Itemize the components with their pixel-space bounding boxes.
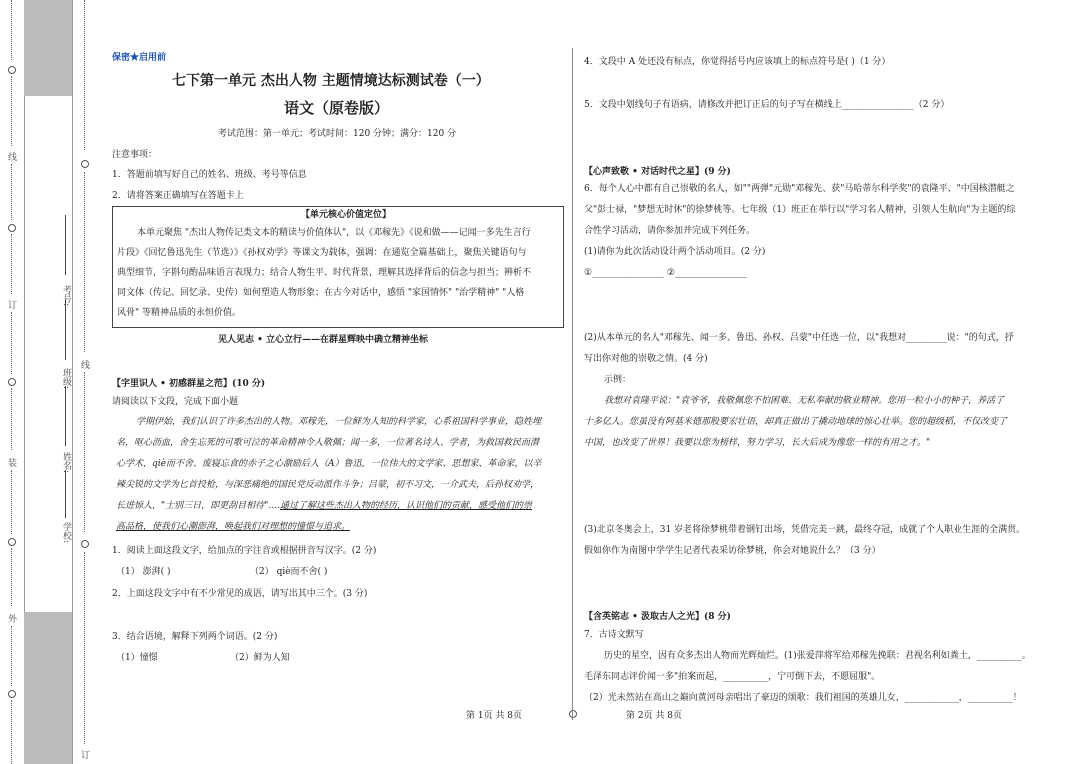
passage-line: 学期伊始，我们认识了许多杰出的人物。邓稼先，一位鲜为人知的科学家，心系祖国科学事业，隐姓埋: [136, 417, 542, 427]
passage-underlined: 高品格，使我们心潮澎湃，唤起我们对理想的憧憬与追求。: [116, 522, 351, 532]
dotted-cut-line: [11, 388, 12, 450]
question-6-2-line: 写出你对他的崇敬之情。(4 分): [584, 354, 708, 364]
question-6-3-line: (3)北京冬奥会上，31 岁老将徐梦桃带着钢钉出场，凭借完美一跳，最终夺冠，成就了个人职业生涯的全满贯。: [584, 525, 1026, 535]
passage-intro: 请阅读以下文段，完成下面小题: [112, 397, 239, 407]
dotted-cut-line: [11, 548, 12, 606]
binding-hole-icon: [8, 690, 16, 698]
notice-item: 1．答题前填写好自己的姓名、班级、考号等信息: [112, 170, 307, 180]
notice-item: 2．请将答案正确填写在答题卡上: [112, 191, 244, 201]
binding-strip-inner: [72, 0, 97, 764]
dotted-cut-line: [11, 76, 12, 146]
passage-line: 辣尖锐的文学为匕首投枪，与深恶痛绝的国民党反动派作斗争；吕蒙，初不习文，一介武夫，后孙权劝学，: [116, 480, 540, 490]
binding-hole-icon: [8, 66, 16, 74]
question-1: 1．阅读上面这段文字，给加点的字注音或根据拼音写汉字。(2 分): [112, 546, 377, 556]
confidential-label: 保密★启用前: [112, 53, 167, 63]
student-info-strip: [24, 0, 72, 764]
binding-label: 线: [81, 361, 91, 371]
binding-label: 装: [8, 459, 18, 469]
gray-band: [24, 612, 72, 764]
dotted-cut-line: [11, 234, 12, 294]
question-2: 2．上面这段文字中有不少常见的成语，请写出其中三个。(3 分): [112, 589, 368, 599]
exam-number-blank[interactable]: [65, 215, 66, 275]
question-7-line: 毛泽东同志评价闻一多"拍案而起，__________，宁可倒下去，不愿屈服"。: [584, 672, 881, 682]
question-6-1-blanks[interactable]: ①________________ ②________________: [584, 268, 747, 278]
example-line: 十多亿人。您虽没有阿基米德那般要宏壮语，却真正做出了撬动地球的惊心壮举。您的超级稻，不仅改变了: [584, 417, 1008, 427]
example-label: 示例：: [604, 375, 632, 385]
dotted-cut-line: [84, 372, 85, 532]
question-6-line: 父"彭士禄，"梦想无时休"的徐梦桃等。七年级（1）班正在举行以"学习名人精神，引领人生航向"为主题的综: [584, 205, 1016, 215]
question-7-line: （2）光未然站在高山之巅向黄河母亲唱出了豪迈的颂歌：我们祖国的英雄儿女，____________，__________！: [584, 693, 1022, 703]
value-box-line: 本单元聚焦 "杰出人物传记类文本的精读与价值体认"，以《邓稼先》《说和做——记闻一多先生言行: [137, 228, 531, 238]
column-divider: [572, 48, 573, 720]
binding-label: 外: [8, 615, 18, 625]
passage-line: 名，呕心沥血，舍生忘死的可歌可泣的革命精神令人敬佩；闻一多，一位著名诗人、学者，为救国救民而潜: [116, 438, 540, 448]
binding-hole-icon: [81, 540, 89, 548]
value-box-title: 【单元核心价值定位】: [301, 210, 392, 220]
page-footer: 第 2页 共 8页: [626, 711, 683, 721]
question-3-b: （2）鲜为人知: [230, 653, 290, 663]
question-3: 3．结合语境，解释下列两个词语。(2 分): [112, 632, 278, 642]
dotted-cut-line: [84, 0, 85, 150]
gray-band: [24, 0, 72, 96]
notice-title: 注意事项：: [112, 150, 158, 160]
question-5: 5．文段中划线句子有语病，请修改并把订正后的句子写在横线上________________（2 分）: [584, 100, 950, 110]
question-6-2-line: (2)从本单元的名人"邓稼先、闻一多、鲁迅、孙权、吕蒙"中任选一位，以"我想对_________说："的句式，抒: [584, 333, 1014, 343]
page-title: 七下第一单元 杰出人物 主题情境达标测试卷（一）: [172, 73, 490, 89]
name-label: 姓名:: [61, 452, 71, 474]
exam-number-label: 考号:: [61, 285, 71, 307]
dotted-cut-line: [11, 626, 12, 686]
page-subtitle: 语文（原卷版）: [284, 99, 390, 117]
example-line: 中国，也改变了世界！我要以您为榜样，努力学习，长大后成为像您一样的有用之才。": [584, 438, 931, 448]
binding-hole-icon: [8, 224, 16, 232]
value-box-line: 片段》《回忆鲁迅先生（节选）》《孙权劝学》等课文为载体，强调：在通览全篇基础上，聚焦关键语句与: [117, 248, 527, 258]
dotted-cut-line: [11, 700, 12, 764]
question-4: 4．文段中 A 处还没有标点，你觉得括号内应该填上的标点符号是( )（1 分）: [584, 57, 891, 67]
question-6-1: (1)请你为此次活动设计两个活动项目。(2 分): [584, 247, 766, 257]
value-box-line: 典型细节，字斟句酌品味语言表现力；结合人物生平、时代背景，理解其选择背后的信念与担当；辨析不: [117, 268, 532, 278]
dotted-cut-line: [11, 470, 12, 534]
passage-line: 长进惊人，"士别三日，即更刮目相待"……: [116, 501, 287, 511]
dotted-cut-line: [11, 164, 12, 220]
example-line: 我想对袁隆平说："袁爷爷，我敬佩您不怕困难、无私奉献的敬业精神。您用一粒小小的种子，养活了: [604, 396, 1005, 406]
question-1-a[interactable]: （1） 澎湃( ): [116, 567, 171, 577]
page-footer: 第 1页 共 8页: [466, 711, 523, 721]
question-6-3-line: 假如你作为南图中学学生记者代表采访徐梦桃，你会对她说什么？（3 分）: [584, 546, 881, 556]
binding-hole-icon: [8, 538, 16, 546]
section-heading: 【含英铭志 • 汲取古人之光】(8 分): [584, 612, 731, 622]
question-7: 7．古诗文默写: [584, 630, 644, 640]
question-6-line: 6．每个人心中都有自己崇敬的名人，如""两弹"元勋"邓稼先、获"马哈蒂尔科学奖"的袁隆平、"中国核潜艇之: [584, 184, 1015, 194]
question-1-b[interactable]: （2） qiè而不舍( ): [250, 567, 328, 577]
value-box-line: 同文体（传记、回忆录、史传）如何塑造人物形象；在古今对话中，感悟 "家国情怀" "治学精神" "人格: [117, 288, 525, 298]
dotted-cut-line: [11, 0, 12, 60]
name-blank[interactable]: [65, 386, 66, 446]
question-7-line: 历史的星空，因有众多杰出人物而光辉灿烂。(1)张爱萍将军给邓稼先挽联：君视名利如粪土，__________。: [604, 651, 1031, 661]
binding-hole-icon: [81, 160, 89, 168]
school-label: 学校:: [61, 522, 71, 544]
binding-label: 订: [8, 301, 18, 311]
class-blank[interactable]: [65, 300, 66, 360]
value-box: [112, 206, 564, 328]
binding-label: 订: [81, 751, 91, 761]
dotted-cut-line: [84, 552, 85, 744]
passage-underlined: 通过了解这些杰出人物的经历，认识他们的贡献，感受他们的崇: [280, 501, 533, 511]
class-label: 班级:: [61, 368, 71, 390]
dotted-cut-line: [84, 172, 85, 352]
section-heading: 【字里识人 • 初感群星之范】(10 分): [112, 379, 266, 389]
binding-strip-outer: [0, 0, 25, 764]
binding-hole-icon: [8, 378, 16, 386]
value-box-line: 风骨" 等精神品质的永恒价值。: [117, 308, 242, 318]
section-heading: 【心声致敬 • 对话时代之星】(9 分): [584, 167, 731, 177]
passage-line: 心学术，qiè而不舍、废寝忘食的赤子之心激励后人（A）鲁迅，一位伟大的文学家、思想家、革命家，以辛: [116, 459, 542, 469]
school-blank[interactable]: [65, 470, 66, 518]
theme-line: 见人见志 • 立心立行——在群星辉映中确立精神坐标: [218, 335, 429, 345]
dotted-cut-line: [11, 312, 12, 374]
center-hole-icon: [569, 710, 577, 718]
question-6-line: 合性学习活动，请你参加并完成下列任务。: [584, 226, 756, 236]
exam-info: 考试范围：第一单元；考试时间：120 分钟；满分：120 分: [218, 129, 457, 139]
binding-label: 线: [8, 153, 18, 163]
question-3-a: （1）憧憬: [116, 653, 158, 663]
